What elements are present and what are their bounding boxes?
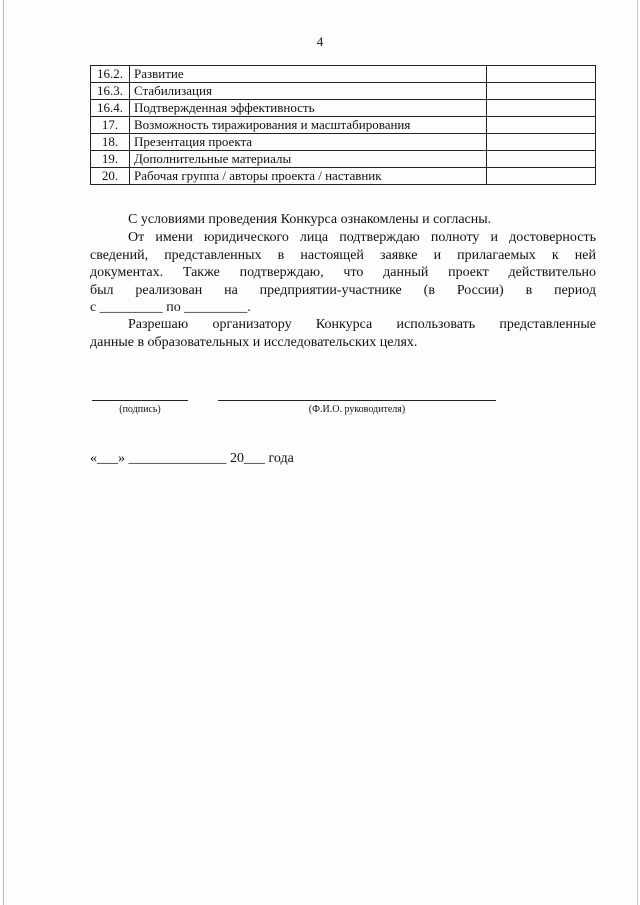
row-label: Развитие — [130, 66, 487, 83]
row-label: Стабилизация — [130, 83, 487, 100]
table-row — [91, 151, 596, 168]
row-number: 20. — [91, 168, 130, 185]
name-line — [218, 400, 496, 401]
table-row — [91, 168, 596, 185]
row-label: Подтвержденная эффективность — [130, 100, 487, 117]
row-label: Презентация проекта — [130, 134, 487, 151]
confirmation-line: сведений, представленных в настоящей заявке и прилагаемых к ней — [90, 247, 596, 263]
row-value-cell — [487, 100, 596, 117]
row-label: Возможность тиражирования и масштабирования — [130, 117, 487, 134]
row-number: 17. — [91, 117, 130, 134]
row-value-cell — [487, 134, 596, 151]
page-edge-left — [3, 0, 4, 905]
name-caption: (Ф.И.О. руководителя) — [308, 404, 406, 415]
signature-line — [92, 400, 188, 401]
page-number: 4 — [316, 34, 324, 49]
agreement-text: С условиями проведения Конкурса ознакомлены и согласны. — [128, 212, 492, 227]
table-row — [91, 117, 596, 134]
confirmation-line: От имени юридического лица подтверждаю полноту и достоверность — [128, 230, 596, 245]
row-value-cell — [487, 66, 596, 83]
paragraph-confirmation — [90, 229, 596, 317]
signature-caption: (подпись) — [119, 404, 161, 415]
row-number: 18. — [91, 134, 130, 151]
row-label: Дополнительные материалы — [130, 151, 487, 168]
table-row — [91, 66, 596, 83]
row-value-cell — [487, 151, 596, 168]
row-value-cell — [487, 83, 596, 100]
confirmation-line: был реализован на предприятии-участнике (в России) в период — [90, 282, 596, 298]
permission-line: данные в образовательных и исследовательских целях. — [90, 334, 418, 350]
row-value-cell — [487, 117, 596, 134]
confirmation-line: с _________ по _________. — [90, 300, 251, 315]
date-line: «___» ______________ 20___ года — [90, 451, 294, 466]
row-label: Рабочая группа / авторы проекта / наставник — [130, 168, 487, 185]
page-edge-right — [637, 0, 638, 905]
table-row — [91, 134, 596, 151]
confirmation-line: документах. Также подтверждаю, что данный проект действительно — [90, 265, 596, 280]
criteria-table — [90, 65, 596, 185]
table-row — [91, 100, 596, 117]
paragraph-agreement — [90, 211, 596, 229]
row-number: 16.2. — [91, 66, 130, 83]
row-value-cell — [487, 168, 596, 185]
row-number: 16.4. — [91, 100, 130, 117]
row-number: 16.3. — [91, 83, 130, 100]
paragraph-permission — [90, 316, 596, 351]
table-row — [91, 83, 596, 100]
permission-line: Разрешаю организатору Конкурса использовать представленные — [128, 317, 596, 332]
row-number: 19. — [91, 151, 130, 168]
